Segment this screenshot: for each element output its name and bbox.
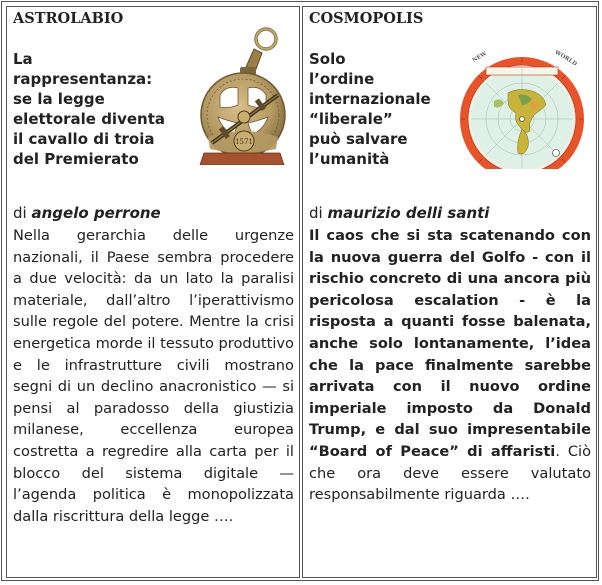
byline-prefix: di: [13, 204, 27, 222]
byline: [13, 203, 161, 223]
rubric-label: COSMOPOLIS: [309, 10, 424, 27]
author-name: angelo perrone: [31, 204, 161, 222]
article-excerpt: Nella gerarchia delle urgenze nazionali, il Paese sembra procedere a due velocità: da un lato la paralisi materiale, dall’altro l’iperattivismo sulle regole del potere. Mentre la crisi energetica morde il tessuto produttivo e le infrastrutture civili mostrano segni di un declino anacronistico — si pensi al paradosso della giustizia milanese, eccellenza europea costretta a regredire alla carta per il blocco del sistema digitale — l’agenda politica è monopolizzata dalla riscrittura della legge ….: [13, 227, 294, 525]
article-card-astrolabio[interactable]: [6, 6, 300, 578]
svg-text:NEW: NEW: [471, 51, 488, 64]
articles-table: [1, 1, 599, 581]
author-name: maurizio delli santi: [327, 204, 490, 222]
byline-prefix: di: [309, 204, 323, 222]
article-excerpt: [309, 225, 591, 506]
flat-world-map-image: [458, 31, 586, 171]
excerpt-bold-part: Il caos che si sta scatenando con la nuova guerra del Golfo - con il rischio concreto di una ancora più pericolosa escalation - è la risposta a quanti fosse balenata, anche solo lontanamente, l’idea che la pace finalmente sarebbe arrivata con il nuovo ordine imperiale imposto da Donald Trump, e dal suo impresentabile “Board of Peace” di affaristi: [309, 227, 591, 460]
byline: [309, 203, 489, 223]
svg-text:1571: 1571: [235, 138, 253, 146]
excerpt-regular-part: . Ciò che ora deve essere valutato responsabilmente riguarda ….: [309, 442, 592, 504]
astrolabe-image: [188, 25, 290, 165]
article-title-link[interactable]: La rappresentanza: se la legge elettorale diventa il cavallo di troia del Premierato: [13, 50, 165, 168]
article-title-link[interactable]: Solo l’ordine internazionale “liberale” può salvare l’umanità: [309, 50, 431, 168]
svg-text:WORLD: WORLD: [553, 49, 578, 68]
article-card-cosmopolis[interactable]: [302, 6, 597, 578]
rubric-label: ASTROLABIO: [13, 10, 124, 27]
